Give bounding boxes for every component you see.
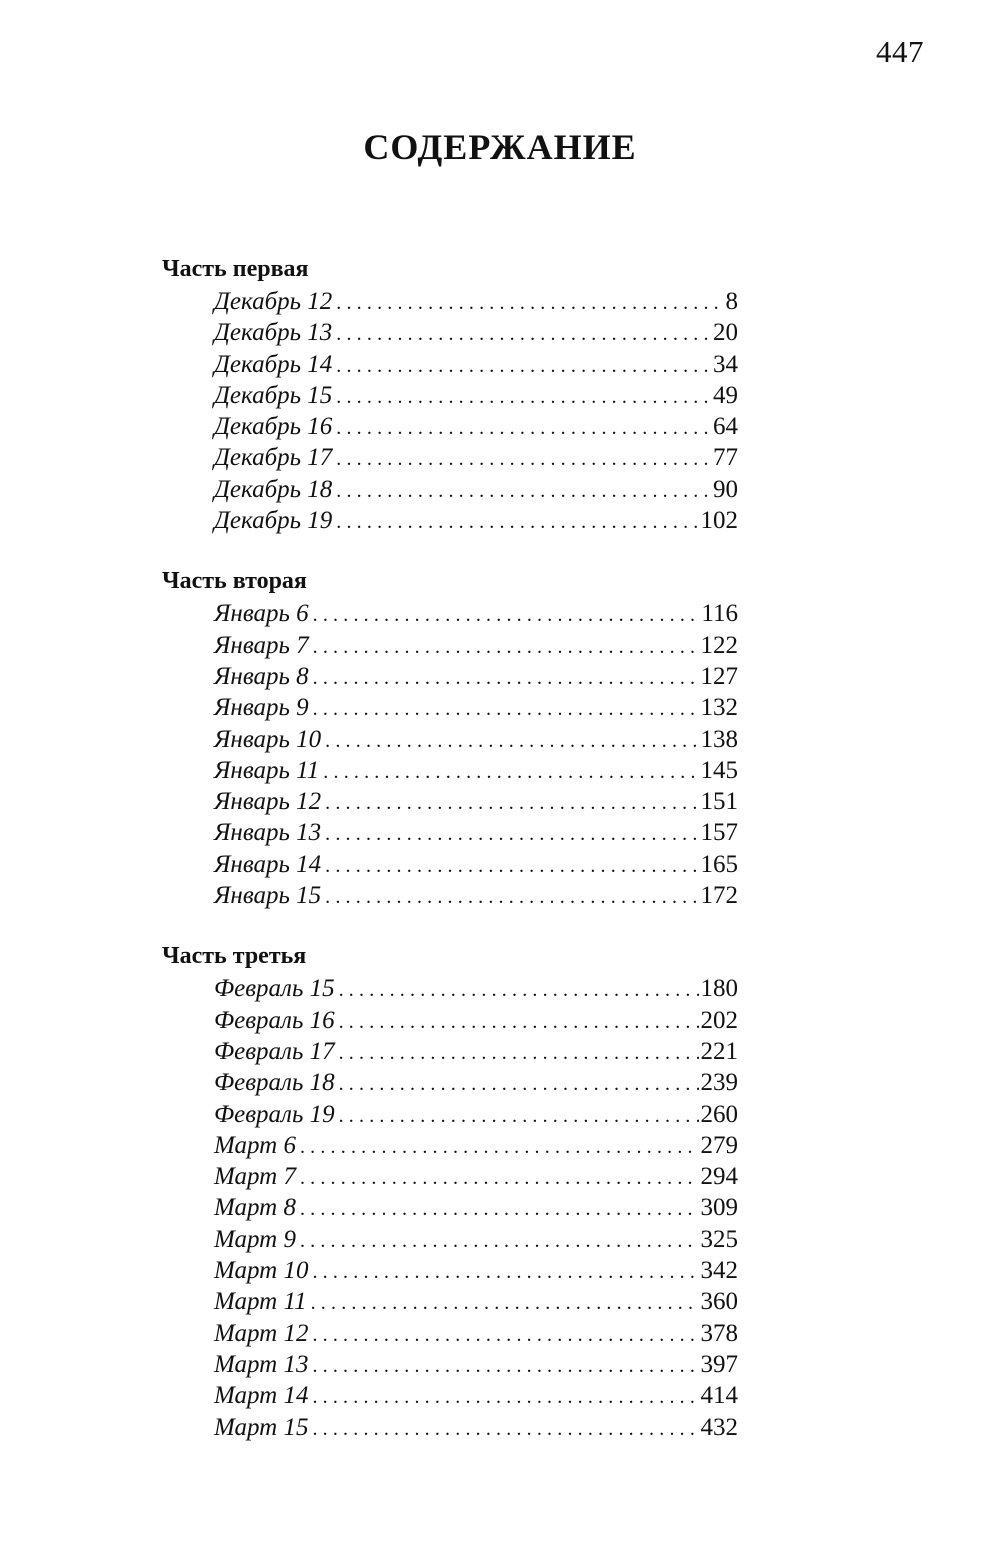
entry-page-number: 325 [700,1225,738,1253]
entry-label: Февраль 16 [214,1006,335,1034]
entry-page-number: 414 [700,1382,738,1410]
entry-label: Декабрь 18 [214,475,333,503]
dot-leader [325,819,698,850]
toc-entry[interactable] [214,1255,738,1286]
part-entries [214,286,738,536]
toc-entry[interactable] [214,286,738,317]
entry-page-number: 260 [700,1100,738,1128]
dot-leader [336,382,711,413]
toc-entry[interactable] [214,380,738,411]
entry-page-number: 8 [725,288,738,315]
entry-label: Январь 8 [214,662,309,690]
entry-page-number: 239 [700,1069,738,1097]
entry-label: Март 6 [214,1131,296,1159]
entry-page-number: 172 [700,882,738,910]
dot-leader [339,1101,699,1132]
dot-leader [325,851,698,882]
table-of-contents [162,252,738,1443]
entry-label: Январь 14 [214,850,322,878]
dot-leader [312,1320,698,1351]
dot-leader [313,694,699,725]
toc-entry[interactable] [214,598,738,629]
entry-label: Февраль 15 [214,975,335,1003]
dot-leader [336,476,711,507]
entry-page-number: 432 [700,1413,738,1441]
dot-leader [300,1194,699,1225]
entry-page-number: 294 [700,1163,738,1191]
toc-entry[interactable] [214,1130,738,1161]
entry-label: Январь 13 [214,819,322,847]
dot-leader [313,663,699,694]
toc-entry[interactable] [214,1067,738,1098]
entry-label: Декабрь 19 [214,507,333,535]
entry-label: Декабрь 15 [214,381,333,409]
part-heading: Часть третья [162,943,307,970]
entry-page-number: 20 [713,319,738,347]
part-heading: Часть первая [162,256,309,282]
dot-leader [339,1069,699,1100]
dot-leader [325,726,698,757]
entry-label: Март 15 [214,1413,309,1441]
dot-leader [325,788,698,819]
entry-label: Декабрь 17 [214,444,333,472]
dot-leader [312,1351,698,1382]
dot-leader [339,1007,699,1038]
entry-label: Март 10 [214,1257,309,1285]
entry-label: Январь 6 [214,600,309,628]
entry-label: Март 12 [214,1319,309,1347]
dot-leader [325,882,698,913]
entry-page-number: 102 [700,507,738,535]
toc-part-2 [162,564,738,911]
toc-entry[interactable] [214,630,738,661]
toc-entry[interactable] [214,505,738,536]
dot-leader [336,351,711,382]
entry-label: Март 13 [214,1350,309,1378]
toc-entry[interactable] [214,849,738,880]
entry-label: Декабрь 13 [214,319,333,347]
dot-leader [300,1226,699,1257]
part-heading: Часть вторая [162,568,307,595]
toc-entry[interactable] [214,817,738,848]
dot-leader [312,1382,698,1413]
toc-entry[interactable] [214,474,738,505]
entry-page-number: 49 [713,381,738,409]
entry-label: Декабрь 16 [214,413,333,441]
part-entries [214,973,738,1442]
entry-label: Январь 9 [214,694,309,722]
toc-entry[interactable] [214,1318,738,1349]
entry-label: Март 7 [214,1163,296,1191]
toc-entry[interactable] [214,786,738,817]
dot-leader [339,1038,699,1069]
entry-label: Декабрь 14 [214,350,333,378]
entry-page-number: 202 [700,1006,738,1034]
dot-leader [336,288,723,319]
toc-entry[interactable] [214,1099,738,1130]
toc-entry[interactable] [214,1286,738,1317]
dot-leader [323,757,698,788]
toc-part-1 [162,252,738,536]
page-title: СОДЕРЖАНИЕ [363,127,637,167]
entry-label: Январь 11 [214,756,320,784]
entry-page-number: 221 [700,1037,738,1065]
toc-entry[interactable] [214,317,738,348]
part-entries [214,598,738,911]
dot-leader [300,1163,699,1194]
entry-page-number: 34 [713,350,738,378]
entry-page-number: 145 [700,756,738,784]
entry-label: Январь 10 [214,725,322,753]
dot-leader [311,1288,699,1319]
entry-page-number: 138 [700,725,738,753]
toc-entry[interactable] [214,755,738,786]
entry-page-number: 165 [700,850,738,878]
entry-page-number: 90 [713,475,738,503]
dot-leader [312,1414,698,1445]
entry-page-number: 127 [700,662,738,690]
entry-label: Январь 7 [214,631,309,659]
entry-page-number: 378 [700,1319,738,1347]
entry-page-number: 116 [701,600,738,628]
dot-leader [300,1132,699,1163]
entry-label: Январь 15 [214,882,322,910]
entry-page-number: 77 [713,444,738,472]
dot-leader [339,975,699,1006]
entry-label: Январь 12 [214,788,322,816]
toc-entry[interactable] [214,973,738,1004]
dot-leader [313,600,700,631]
toc-entry[interactable] [214,349,738,380]
entry-label: Март 11 [214,1288,307,1316]
entry-page-number: 342 [700,1257,738,1285]
entry-label: Февраль 19 [214,1100,335,1128]
page-number: 447 [876,34,924,69]
dot-leader [313,632,699,663]
dot-leader [312,1257,698,1288]
entry-page-number: 279 [700,1131,738,1159]
entry-label: Декабрь 12 [214,288,333,315]
toc-entry[interactable] [214,1192,738,1223]
toc-entry[interactable] [214,1036,738,1067]
toc-entry[interactable] [214,411,738,442]
entry-page-number: 360 [700,1288,738,1316]
entry-page-number: 180 [700,975,738,1003]
toc-entry[interactable] [214,724,738,755]
toc-part-3 [162,939,738,1442]
entry-page-number: 122 [700,631,738,659]
entry-page-number: 132 [700,694,738,722]
entry-page-number: 309 [700,1194,738,1222]
dot-leader [336,507,698,538]
entry-page-number: 157 [700,819,738,847]
toc-entry[interactable] [214,1161,738,1192]
dot-leader [336,413,711,444]
toc-entry[interactable] [214,880,738,911]
toc-entry[interactable] [214,692,738,723]
toc-entry[interactable] [214,1380,738,1411]
toc-entry[interactable] [214,1224,738,1255]
entry-label: Февраль 17 [214,1037,335,1065]
toc-entry[interactable] [214,442,738,473]
toc-entry[interactable] [214,1349,738,1380]
toc-entry[interactable] [214,661,738,692]
toc-entry[interactable] [214,1005,738,1036]
toc-entry[interactable] [214,1412,738,1443]
dot-leader [336,444,711,475]
entry-label: Март 9 [214,1225,296,1253]
entry-label: Март 8 [214,1194,296,1222]
entry-label: Февраль 18 [214,1069,335,1097]
entry-page-number: 64 [713,413,738,441]
entry-label: Март 14 [214,1382,309,1410]
entry-page-number: 151 [700,788,738,816]
dot-leader [336,319,711,350]
entry-page-number: 397 [700,1350,738,1378]
